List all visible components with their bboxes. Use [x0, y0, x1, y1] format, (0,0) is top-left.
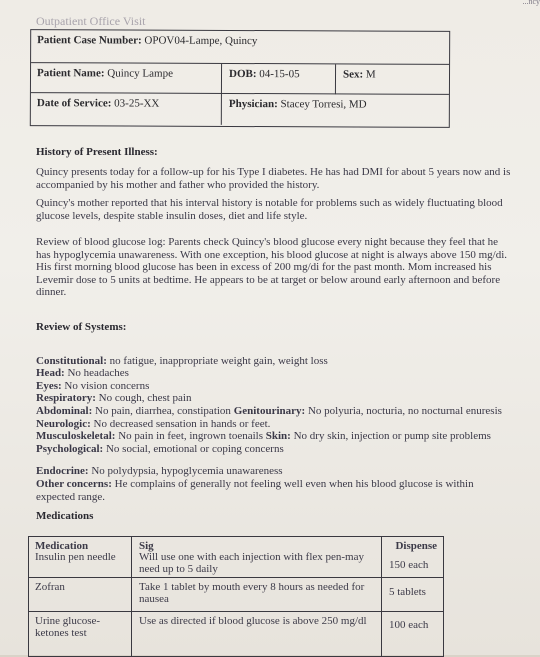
- row-name-dob: [31, 62, 449, 95]
- hpi-heading: History of Present Illness:: [36, 146, 158, 158]
- col-header-dispense: Dispense: [395, 540, 437, 552]
- medications-heading: Medications: [36, 510, 94, 522]
- ros-musculoskeletal: Musculoskeletal: No pain in feet, ingrown toenails Skin: No dry skin, injection or pump site problems Psychological: No social, emotional or coping concerns: [36, 430, 491, 455]
- hpi-paragraph-1: Quincy presents today for a follow-up for his Type I diabetes. He has had DMI for about 5 years now and is accompanied by his mother and father who provided the history.: [36, 166, 511, 191]
- table-row-3-sig: Use as directed if blood glucose is above 250 mg/dl: [139, 615, 367, 627]
- case-number: Patient Case Number: OPOV04-Lampe, Quincy: [37, 34, 258, 48]
- hpi-paragraph-2: Quincy's mother reported that his interval history is notable for problems such as widely fluctuating blood glucose levels, despite stable insulin doses, diet and life style.: [36, 197, 503, 222]
- patient-name: Patient Name: Quincy Lampe: [36, 67, 173, 80]
- form-title: Outpatient Office Visit: [36, 14, 146, 28]
- physician: Physician: Stacey Torresi, MD: [228, 97, 367, 111]
- table-row-2-sig: Take 1 tablet by mouth every 8 hours as needed for nausea: [139, 581, 365, 605]
- dob: DOB: 04-15-05: [228, 67, 300, 81]
- ros-respiratory: Respiratory: No cough, chest pain: [36, 392, 192, 404]
- medications-table: [28, 536, 444, 657]
- ros-head: Head: No headaches: [36, 367, 129, 379]
- ros-abdominal: Abdominal: No pain, diarrhea, constipation Genitourinary: No polyuria, nocturia, no nocturnal enuresis Neurologic: No decreased sensation in hands or feet.: [36, 405, 502, 430]
- ros-other: Other concerns: He complains of generally not feeling well even when his blood glucose is within expected range.: [36, 478, 474, 503]
- col-header-sig: Sig: [139, 540, 154, 552]
- ros-heading: Review of Systems:: [36, 321, 127, 333]
- ros-eyes: Eyes: No vision concerns: [36, 380, 150, 392]
- patient-info-table: [30, 29, 450, 128]
- table-row-3-medication: Urine glucose-ketones test: [35, 615, 101, 639]
- table-row-1-sig: Will use one with each injection with flex pen-may need up to 5 daily: [139, 551, 364, 575]
- table-row-3-dispense: 100 each: [389, 619, 429, 631]
- table-row-2-dispense: 5 tablets: [389, 586, 426, 598]
- hpi-paragraph-3: Review of blood glucose log: Parents check Quincy's blood glucose every night because they feel that he has hypoglycemia unawareness. With one exception, his blood glucose at night is always above 150 mg/di. His first morning blood glucose has been in excess of 200 mg/di for the past month. Mom increased his Levemir dose to 5 units at bedtime. He appears to be at target or below around early afternoon and before dinner.: [36, 236, 508, 298]
- table-row-1-dispense: 150 each: [389, 559, 429, 571]
- ros-endocrine: Endocrine: No polydypsia, hypoglycemia unawareness: [36, 465, 283, 477]
- date-of-service: Date of Service: 03-25-XX: [36, 97, 160, 110]
- cut-off-header: ...ncy: [522, 0, 540, 6]
- row-date-physician: [31, 92, 449, 126]
- table-row-1-medication: Insulin pen needle: [35, 551, 116, 563]
- ros-constitutional: Constitutional: no fatigue, inappropriate weight gain, weight loss: [36, 355, 328, 367]
- col-header-medication: Medication: [35, 540, 89, 552]
- table-row-2-medication: Zofran: [35, 581, 65, 593]
- sex: Sex: M: [342, 68, 376, 81]
